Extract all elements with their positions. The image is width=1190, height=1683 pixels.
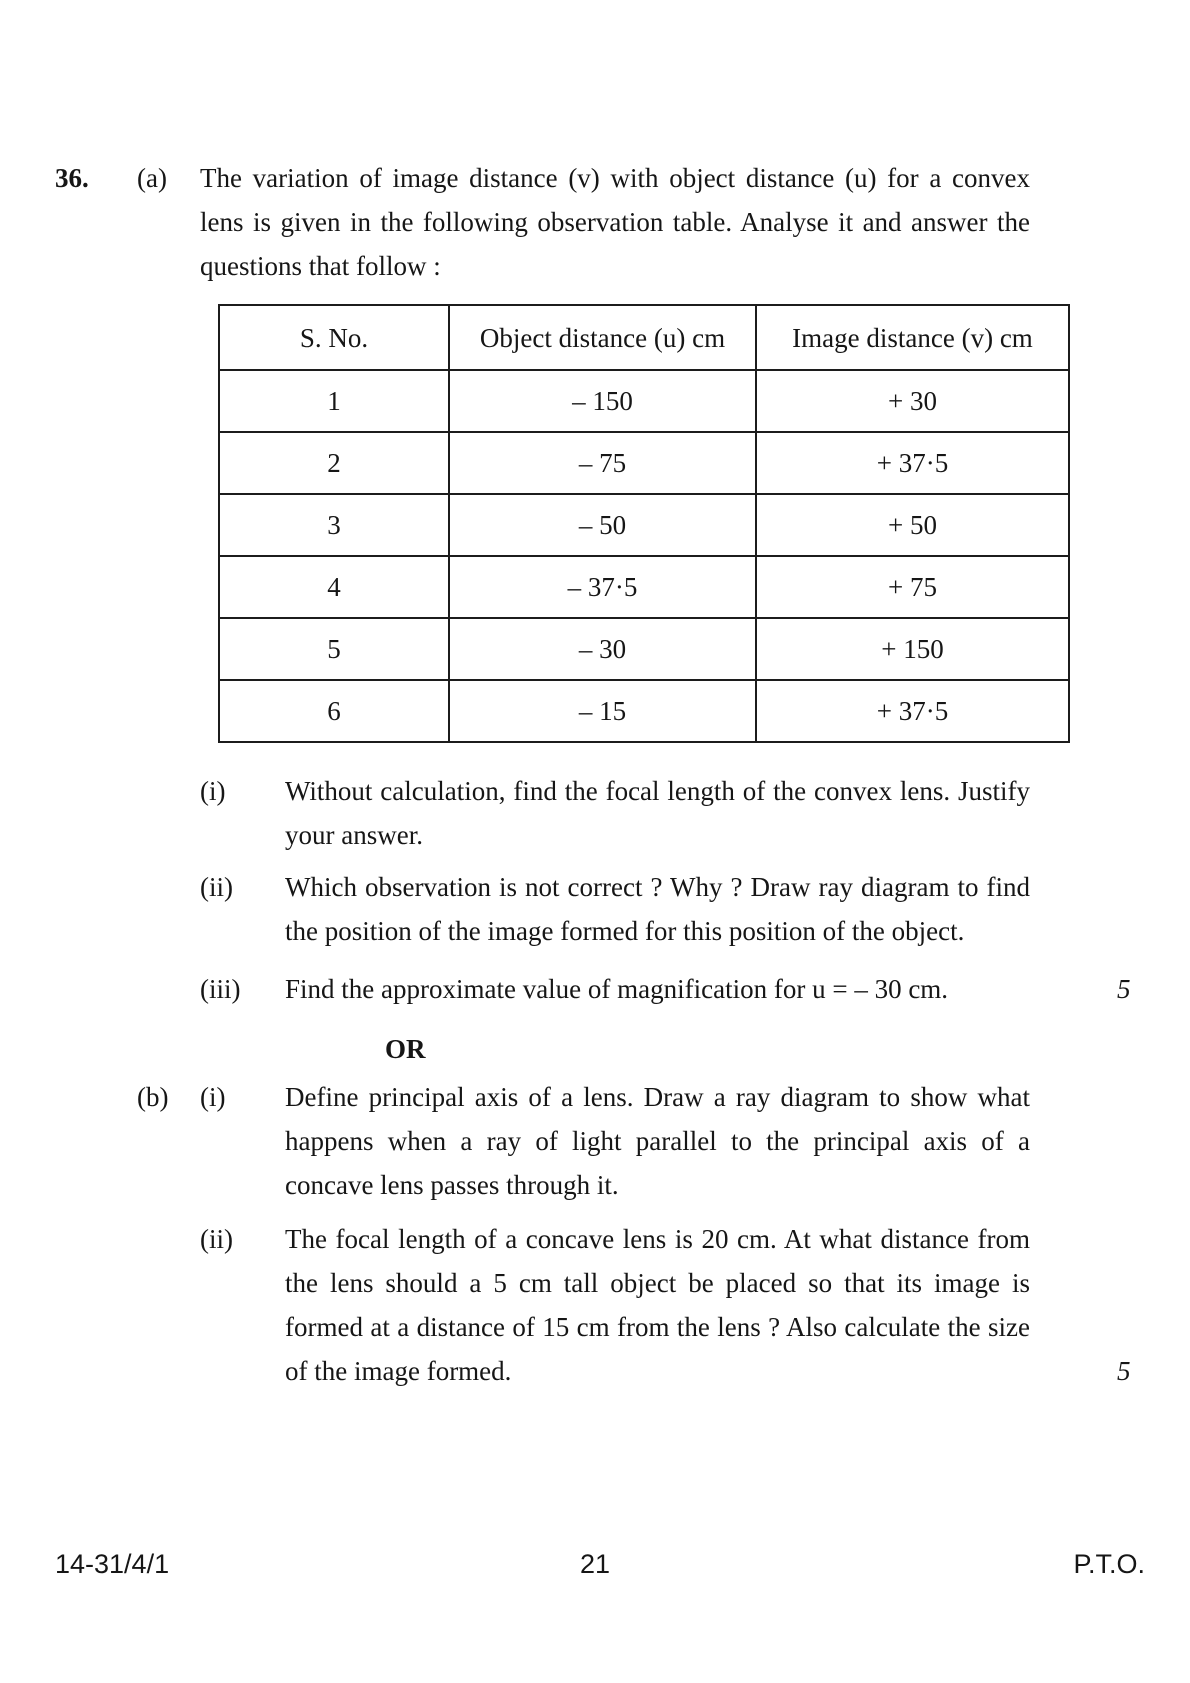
page-number: 21 — [579, 1549, 611, 1579]
table-cell: – 50 — [449, 494, 756, 556]
table-cell: – 75 — [449, 432, 756, 494]
pto-label: P.T.O. — [1073, 1549, 1145, 1579]
or-separator: OR — [385, 1034, 426, 1064]
table-cell: – 37·5 — [449, 556, 756, 618]
table-header-object-distance: Object distance (u) cm — [449, 305, 756, 370]
table-cell: 1 — [219, 370, 449, 432]
table-row — [219, 680, 1069, 742]
table-cell: + 30 — [756, 370, 1069, 432]
table-row — [219, 370, 1069, 432]
table-row — [219, 494, 1069, 556]
marks-value: 5 — [1117, 974, 1131, 1004]
question-number: 36. — [55, 163, 89, 193]
part-a-label: (a) — [137, 163, 167, 193]
table-cell: + 50 — [756, 494, 1069, 556]
table-cell: 2 — [219, 432, 449, 494]
subquestion-text: Define principal axis of a lens. Draw a ray diagram to show what happens when a ray of light parallel to the principal axis of a concave lens passes through it. — [285, 1082, 1030, 1200]
paper-code: 14-31/4/1 — [55, 1549, 170, 1579]
part-b-questions — [200, 1075, 1131, 1393]
part-b-label: (b) — [137, 1082, 169, 1112]
question-36-row — [0, 156, 1190, 288]
table-row — [219, 556, 1069, 618]
subquestion-label: (i) — [200, 1082, 226, 1112]
table-cell: 3 — [219, 494, 449, 556]
subquestion-label: (ii) — [200, 1224, 233, 1254]
part-b-question-i — [200, 1075, 1030, 1207]
table-cell: 6 — [219, 680, 449, 742]
subquestion-text — [285, 967, 1131, 1011]
part-a-intro: The variation of image distance (v) with object distance (u) for a convex lens is given in the following observation table. Analyse it and answer the questions that follow : — [200, 163, 1030, 281]
subquestion-text: Which observation is not correct ? Why ? Draw ray diagram to find the position of the image formed for this position of the object. — [285, 872, 1030, 946]
part-b-block — [0, 1075, 1190, 1393]
table-header-sno: S. No. — [219, 305, 449, 370]
table-cell: – 15 — [449, 680, 756, 742]
table-header-row — [219, 305, 1069, 370]
table-row — [219, 618, 1069, 680]
table-cell: + 150 — [756, 618, 1069, 680]
subquestion-label: (i) — [200, 776, 226, 806]
table-cell: + 75 — [756, 556, 1069, 618]
table-row — [219, 432, 1069, 494]
marks-value: 5 — [1117, 1356, 1131, 1386]
table-cell: – 30 — [449, 618, 756, 680]
table-cell: 5 — [219, 618, 449, 680]
part-a-question-ii — [200, 865, 1190, 953]
part-b-question-ii — [200, 1217, 1131, 1393]
subquestion-text-content: The focal length of a concave lens is 20 cm. At what distance from the lens should a 5 cm tall object be placed so that its image is formed at a distance of 15 cm from the lens ? Also calculate the size of the image formed. — [285, 1224, 1030, 1386]
table-cell: + 37·5 — [756, 680, 1069, 742]
table-cell: + 37·5 — [756, 432, 1069, 494]
part-a-question-iii — [200, 967, 1190, 1011]
subquestion-text-content: Find the approximate value of magnification for u = – 30 cm. — [285, 974, 949, 1004]
subquestion-label: (iii) — [200, 974, 241, 1004]
table-cell: 4 — [219, 556, 449, 618]
subquestion-label: (ii) — [200, 872, 233, 902]
subquestion-text — [285, 1217, 1131, 1393]
table-header-image-distance: Image distance (v) cm — [756, 305, 1069, 370]
observation-table — [218, 304, 1070, 743]
table-cell: – 150 — [449, 370, 756, 432]
part-a-question-i — [200, 769, 1190, 857]
subquestion-text: Without calculation, find the focal length of the convex lens. Justify your answer. — [285, 776, 1030, 850]
